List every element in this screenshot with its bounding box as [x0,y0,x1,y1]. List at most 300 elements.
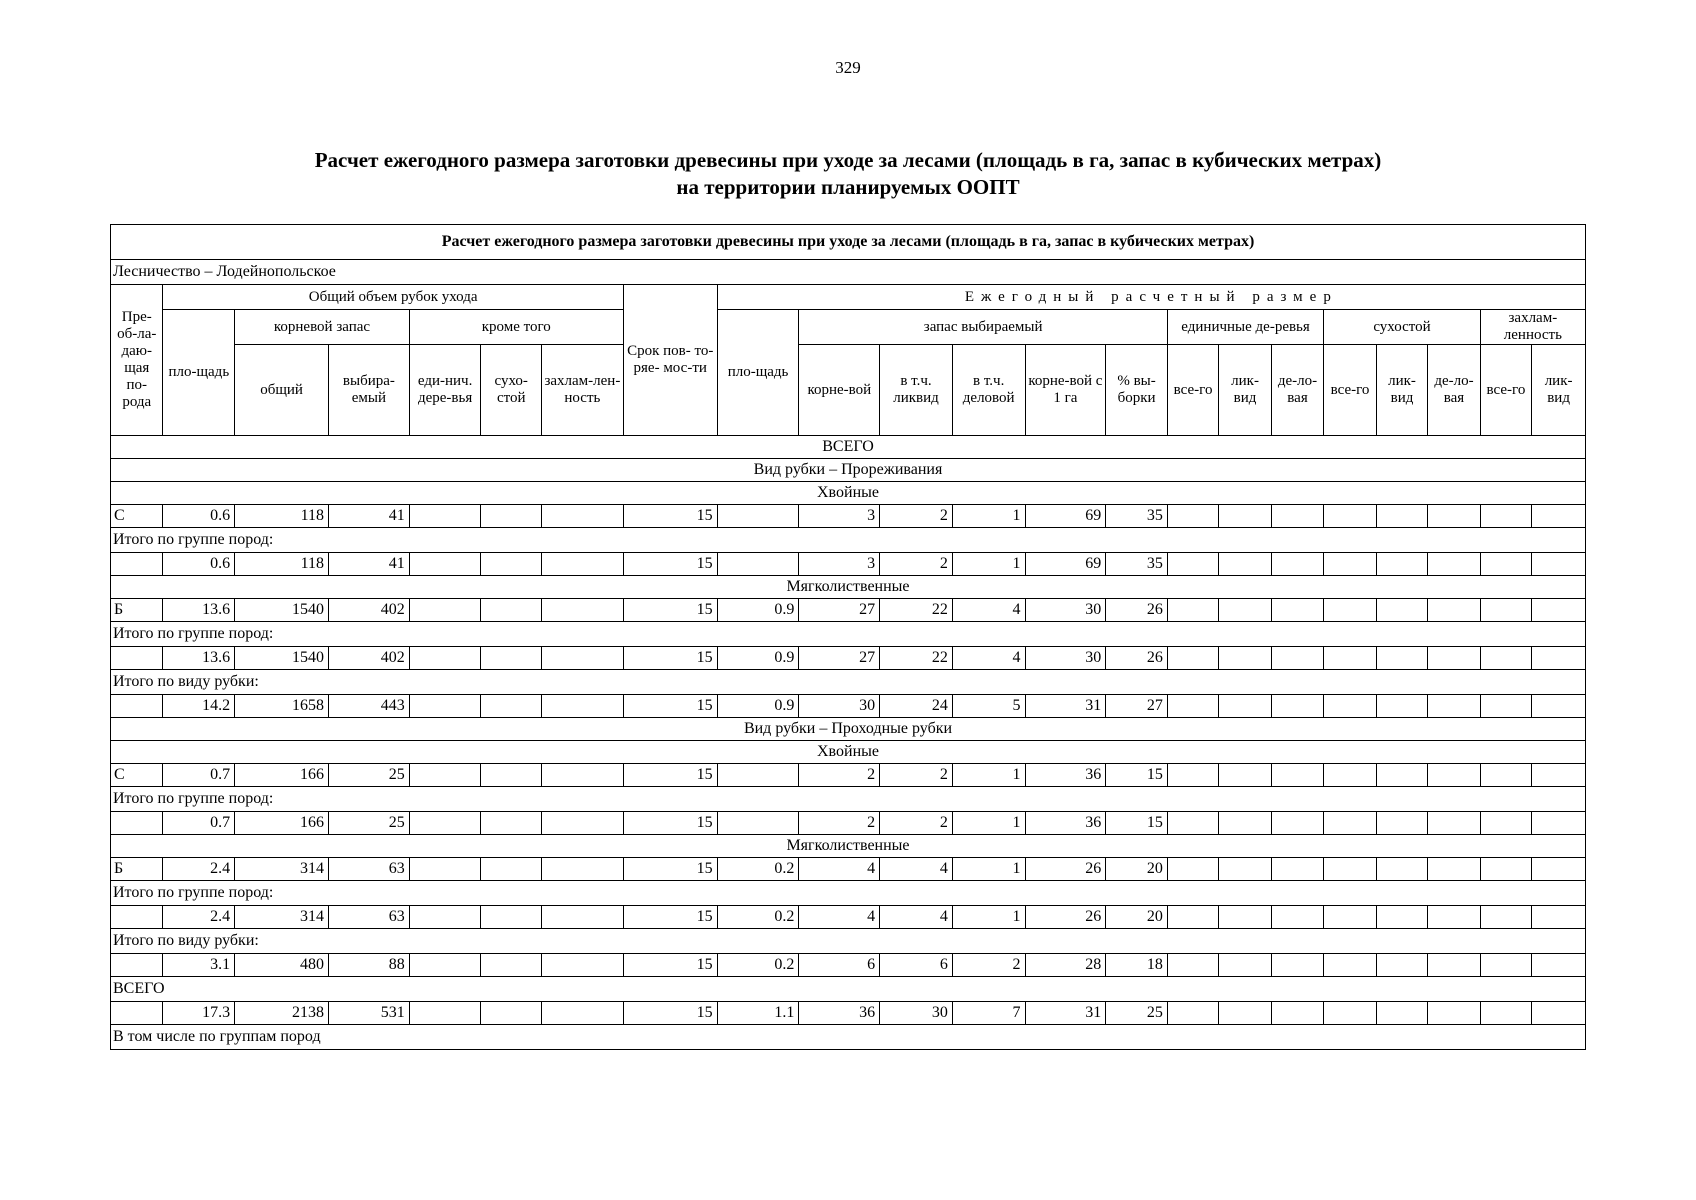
header-species: Пре-об-ла-даю-щая по-рода [111,285,163,436]
value-cell: 4 [799,858,880,881]
value-cell: 35 [1106,553,1168,576]
value-cell [1428,906,1480,929]
table-row [111,553,1586,576]
value-cell [1428,695,1480,718]
value-cell [1428,1002,1480,1025]
value-cell: 15 [623,553,717,576]
value-cell: 443 [329,695,410,718]
value-cell: 30 [880,1002,953,1025]
value-cell: 15 [623,1002,717,1025]
value-cell [409,1002,481,1025]
value-cell: 26 [1106,647,1168,670]
table-row [111,695,1586,718]
value-cell [1376,1002,1427,1025]
value-cell: 25 [1106,1002,1168,1025]
value-cell: 0.9 [717,647,799,670]
value-cell: 41 [329,505,410,528]
subtotal-label-row [111,787,1586,812]
value-cell: 314 [235,906,329,929]
value-cell [1428,553,1480,576]
value-cell [1271,505,1323,528]
value-cell [481,1002,542,1025]
value-cell [1271,858,1323,881]
value-cell [1428,954,1480,977]
value-cell [1219,695,1271,718]
table-row [111,812,1586,835]
header-root: корне-вой [799,345,880,436]
value-cell: 20 [1106,858,1168,881]
document-title [0,147,1696,201]
value-cell: 1 [952,812,1025,835]
section-row [111,459,1586,482]
value-cell [1532,812,1586,835]
value-cell [1167,1002,1218,1025]
value-cell [1480,695,1531,718]
value-cell [409,647,481,670]
value-cell: 6 [880,954,953,977]
species-cell [111,906,163,929]
value-cell [717,764,799,787]
value-cell: 7 [952,1002,1025,1025]
value-cell [1376,858,1427,881]
value-cell: 17.3 [163,1002,235,1025]
value-cell: 13.6 [163,599,235,622]
value-cell: 63 [329,906,410,929]
value-cell [1167,954,1218,977]
value-cell [409,695,481,718]
species-cell: Б [111,858,163,881]
value-cell: 20 [1106,906,1168,929]
value-cell: 0.7 [163,764,235,787]
value-cell [1480,553,1531,576]
value-cell [1324,812,1376,835]
section-row [111,835,1586,858]
subtotal-label-row [111,670,1586,695]
value-cell [1480,647,1531,670]
subtotal-label: Итого по группе пород: [111,787,1586,812]
value-cell: 35 [1106,505,1168,528]
value-cell: 4 [799,906,880,929]
value-cell: 118 [235,553,329,576]
value-cell [1271,599,1323,622]
value-cell [1376,906,1427,929]
value-cell: 15 [1106,764,1168,787]
section-heading: ВСЕГО [111,436,1586,459]
value-cell: 2 [880,812,953,835]
value-cell: 27 [799,599,880,622]
value-cell [1428,764,1480,787]
value-cell: 4 [880,906,953,929]
value-cell: 36 [1025,764,1106,787]
value-cell [481,812,542,835]
value-cell [1219,505,1271,528]
species-cell: С [111,505,163,528]
value-cell [409,764,481,787]
value-cell: 166 [235,764,329,787]
value-cell: 41 [329,553,410,576]
value-cell: 28 [1025,954,1106,977]
value-cell [1428,647,1480,670]
value-cell: 3 [799,505,880,528]
header-litter-liquid: лик-вид [1532,345,1586,436]
title-line-2: на территории планируемых ООПТ [676,175,1020,199]
value-cell: 0.2 [717,858,799,881]
value-cell: 118 [235,505,329,528]
section-row [111,718,1586,741]
value-cell [409,599,481,622]
header-deadwood-total: все-го [1324,345,1376,436]
value-cell: 2 [952,954,1025,977]
value-cell: 69 [1025,553,1106,576]
section-heading: Мягколиственные [111,576,1586,599]
value-cell [1219,1002,1271,1025]
header-stock-selected: запас выбираемый [799,310,1167,345]
value-cell: 15 [623,858,717,881]
value-cell [1219,599,1271,622]
value-cell [1376,505,1427,528]
header-besides: кроме того [409,310,623,345]
value-cell [481,764,542,787]
value-cell [1324,505,1376,528]
value-cell: 531 [329,1002,410,1025]
value-cell [1324,1002,1376,1025]
header-repeat-period: Срок пов- то-ряе- мос-ти [623,285,717,436]
value-cell: 36 [1025,812,1106,835]
subtotal-label-row [111,528,1586,553]
value-cell [1480,505,1531,528]
value-cell [1324,553,1376,576]
value-cell: 27 [799,647,880,670]
subtotal-label-row [111,622,1586,647]
value-cell [481,599,542,622]
value-cell [1271,695,1323,718]
species-cell: С [111,764,163,787]
value-cell: 3.1 [163,954,235,977]
value-cell: 0.9 [717,695,799,718]
value-cell [1480,812,1531,835]
value-cell: 0.2 [717,954,799,977]
value-cell: 4 [880,858,953,881]
species-cell [111,1002,163,1025]
value-cell [1271,647,1323,670]
value-cell [1167,505,1218,528]
value-cell [1271,553,1323,576]
value-cell [1376,812,1427,835]
section-heading: Вид рубки – Проходные рубки [111,718,1586,741]
value-cell: 22 [880,647,953,670]
section-row [111,741,1586,764]
value-cell [1532,954,1586,977]
value-cell: 15 [1106,812,1168,835]
header-single-total: все-го [1167,345,1218,436]
value-cell [1167,764,1218,787]
section-heading: Мягколиственные [111,835,1586,858]
value-cell [481,695,542,718]
value-cell [1219,764,1271,787]
value-cell [481,647,542,670]
value-cell: 0.6 [163,553,235,576]
value-cell [542,812,624,835]
value-cell: 2 [799,812,880,835]
value-cell: 15 [623,599,717,622]
value-cell [1167,599,1218,622]
value-cell [481,954,542,977]
header-litter-annual: захлам-ленность [1480,310,1585,345]
value-cell [1428,505,1480,528]
value-cell [542,906,624,929]
value-cell [1480,954,1531,977]
value-cell: 4 [952,599,1025,622]
subtotal-label: Итого по виду рубки: [111,929,1586,954]
value-cell: 31 [1025,695,1106,718]
value-cell: 2.4 [163,858,235,881]
value-cell [1532,906,1586,929]
value-cell: 6 [799,954,880,977]
value-cell [1324,954,1376,977]
value-cell [1219,954,1271,977]
value-cell: 25 [329,812,410,835]
header-root-stock: корневой запас [235,310,410,345]
value-cell: 30 [1025,647,1106,670]
section-heading: Вид рубки – Прореживания [111,459,1586,482]
value-cell [1428,858,1480,881]
value-cell: 0.6 [163,505,235,528]
value-cell: 15 [623,764,717,787]
value-cell [1271,812,1323,835]
header-total-volume: Общий объем рубок ухода [163,285,623,310]
subtotal-label-row [111,1025,1586,1050]
value-cell [1219,858,1271,881]
header-single-trees: еди-нич. дере-вья [409,345,481,436]
subtotal-label-row [111,929,1586,954]
value-cell [1532,505,1586,528]
value-cell [1324,599,1376,622]
value-cell [542,695,624,718]
value-cell [542,553,624,576]
value-cell [1219,812,1271,835]
forestry-label: Лесничество – Лодейнопольское [111,260,1586,285]
value-cell [1376,647,1427,670]
value-cell: 31 [1025,1002,1106,1025]
value-cell [1480,599,1531,622]
section-heading: Хвойные [111,482,1586,505]
value-cell [1271,764,1323,787]
value-cell: 15 [623,812,717,835]
value-cell: 26 [1106,599,1168,622]
value-cell [1271,1002,1323,1025]
header-annual-size: Ежегодный расчетный размер [717,285,1585,310]
value-cell [1324,858,1376,881]
value-cell: 26 [1025,906,1106,929]
species-cell [111,812,163,835]
value-cell: 15 [623,505,717,528]
value-cell: 13.6 [163,647,235,670]
value-cell [481,553,542,576]
subtotal-label: Итого по виду рубки: [111,670,1586,695]
value-cell [717,505,799,528]
value-cell: 0.2 [717,906,799,929]
species-cell [111,695,163,718]
value-cell [1532,858,1586,881]
value-cell: 1658 [235,695,329,718]
species-cell [111,553,163,576]
value-cell: 14.2 [163,695,235,718]
value-cell [1532,1002,1586,1025]
subtotal-label: В том числе по группам пород [111,1025,1586,1050]
header-deadwood-annual: сухостой [1324,310,1480,345]
value-cell: 22 [880,599,953,622]
header-area: пло-щадь [163,310,235,436]
value-cell [1167,906,1218,929]
subtotal-label: Итого по группе пород: [111,528,1586,553]
value-cell [1376,553,1427,576]
header-single-liquid: лик-вид [1219,345,1271,436]
subtotal-label-row [111,881,1586,906]
value-cell [409,954,481,977]
value-cell: 30 [1025,599,1106,622]
value-cell [409,553,481,576]
value-cell: 2 [799,764,880,787]
value-cell [717,812,799,835]
value-cell [717,553,799,576]
value-cell: 15 [623,695,717,718]
value-cell [1219,647,1271,670]
value-cell: 2 [880,553,953,576]
value-cell: 30 [799,695,880,718]
value-cell: 0.7 [163,812,235,835]
value-cell [409,812,481,835]
section-heading: Хвойные [111,741,1586,764]
value-cell [1324,906,1376,929]
value-cell [1167,553,1218,576]
title-line-1: Расчет ежегодного размера заготовки древесины при уходе за лесами (площадь в га, запас в кубических метрах) [314,148,1382,172]
value-cell [1480,906,1531,929]
value-cell: 1.1 [717,1002,799,1025]
value-cell [542,599,624,622]
value-cell: 1 [952,858,1025,881]
value-cell [1532,599,1586,622]
table-row [111,906,1586,929]
value-cell [542,505,624,528]
value-cell [1376,695,1427,718]
header-litter-total: все-го [1480,345,1531,436]
value-cell: 2138 [235,1002,329,1025]
value-cell: 69 [1025,505,1106,528]
value-cell: 63 [329,858,410,881]
section-row [111,576,1586,599]
header-root-selected: выбира-емый [329,345,410,436]
value-cell [1219,906,1271,929]
header-deadwood-business: де-ло-вая [1428,345,1480,436]
species-cell [111,647,163,670]
value-cell: 402 [329,599,410,622]
value-cell: 1 [952,553,1025,576]
value-cell: 2 [880,764,953,787]
header-single-trees-annual: единичные де-ревья [1167,310,1323,345]
section-row [111,482,1586,505]
value-cell: 1 [952,906,1025,929]
value-cell: 15 [623,954,717,977]
value-cell [1324,695,1376,718]
table-caption: Расчет ежегодного размера заготовки древесины при уходе за лесами (площадь в га, запас в кубических метрах) [111,225,1586,260]
value-cell: 27 [1106,695,1168,718]
value-cell [481,858,542,881]
value-cell: 1 [952,764,1025,787]
harvest-table [110,224,1586,1050]
value-cell: 15 [623,647,717,670]
species-cell [111,954,163,977]
value-cell [1532,764,1586,787]
header-root-total: общий [235,345,329,436]
value-cell [1167,858,1218,881]
value-cell [1428,599,1480,622]
value-cell: 480 [235,954,329,977]
value-cell [1167,812,1218,835]
value-cell: 0.9 [717,599,799,622]
value-cell [1219,553,1271,576]
value-cell [409,858,481,881]
value-cell [409,505,481,528]
value-cell: 2.4 [163,906,235,929]
value-cell: 18 [1106,954,1168,977]
section-row [111,436,1586,459]
header-deadwood-liquid: лик-вид [1376,345,1427,436]
value-cell: 1540 [235,599,329,622]
value-cell [409,906,481,929]
species-cell: Б [111,599,163,622]
value-cell [1532,695,1586,718]
value-cell [542,764,624,787]
header-deadwood: сухо-стой [481,345,542,436]
value-cell [542,647,624,670]
value-cell [1376,764,1427,787]
table-row [111,1002,1586,1025]
value-cell: 4 [952,647,1025,670]
value-cell: 24 [880,695,953,718]
value-cell [1480,1002,1531,1025]
value-cell: 2 [880,505,953,528]
value-cell: 166 [235,812,329,835]
header-percent-selection: % вы-борки [1106,345,1168,436]
table-row [111,858,1586,881]
value-cell: 26 [1025,858,1106,881]
value-cell: 5 [952,695,1025,718]
value-cell [481,505,542,528]
header-incl-business: в т.ч. деловой [952,345,1025,436]
subtotal-label: ВСЕГО [111,977,1586,1002]
value-cell [1480,858,1531,881]
page-number: 329 [835,58,861,77]
value-cell [1376,954,1427,977]
value-cell: 36 [799,1002,880,1025]
value-cell [1428,812,1480,835]
header-root-per-ha: корне-вой с 1 га [1025,345,1106,436]
value-cell [481,906,542,929]
header-annual-area: пло-щадь [717,310,799,436]
value-cell [542,954,624,977]
subtotal-label: Итого по группе пород: [111,622,1586,647]
table-row [111,647,1586,670]
value-cell [542,858,624,881]
value-cell: 15 [623,906,717,929]
value-cell [1167,695,1218,718]
value-cell: 25 [329,764,410,787]
value-cell [1324,647,1376,670]
value-cell [1271,906,1323,929]
subtotal-label-row [111,977,1586,1002]
value-cell: 3 [799,553,880,576]
table-row [111,599,1586,622]
